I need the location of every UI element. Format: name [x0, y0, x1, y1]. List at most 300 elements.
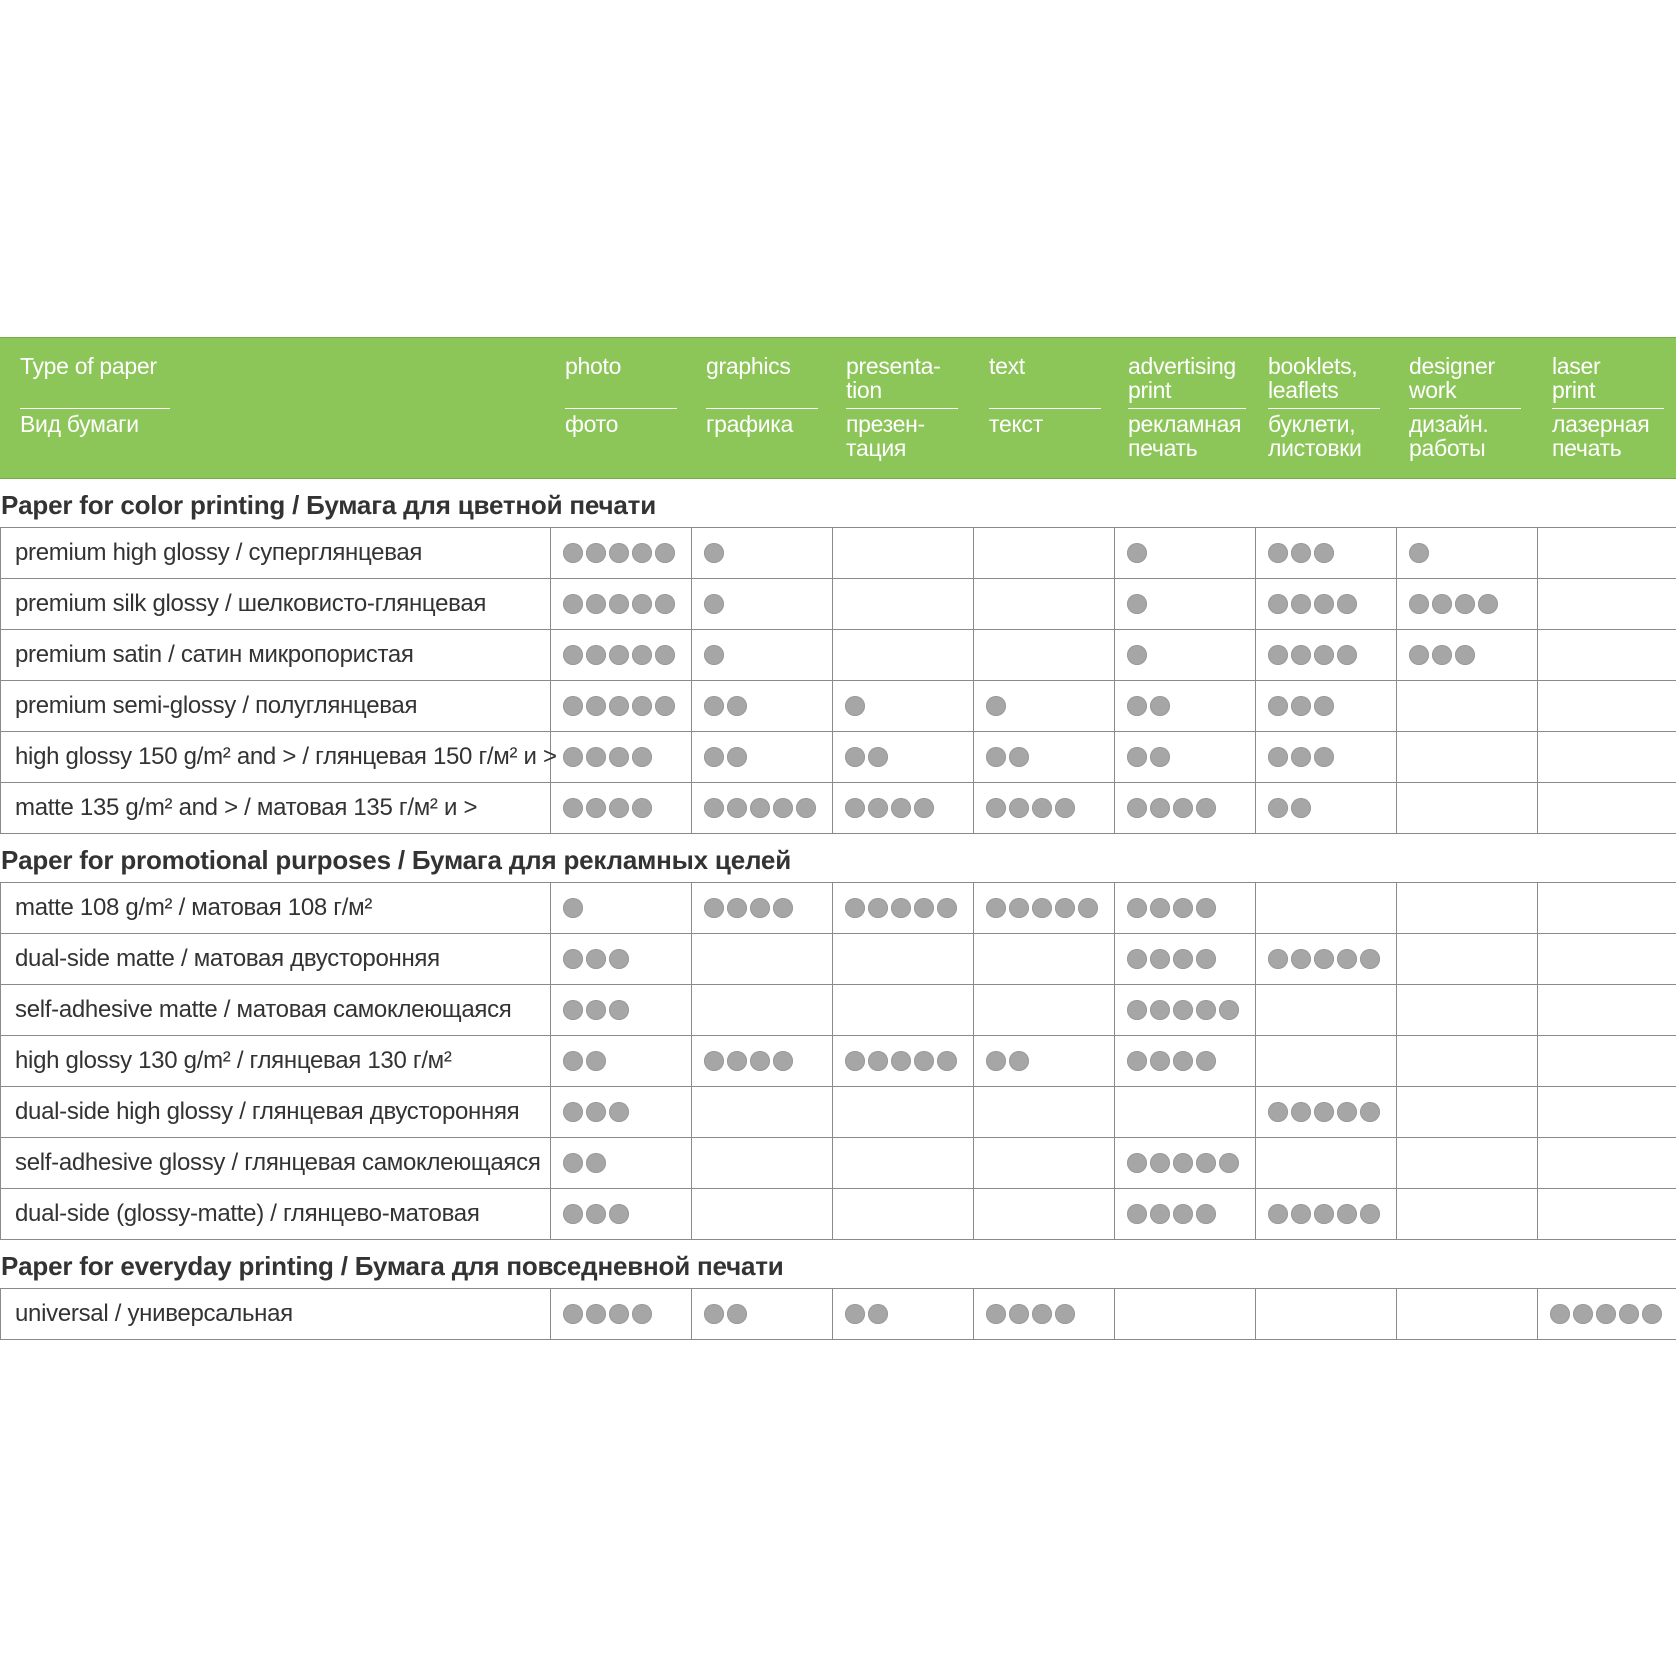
header-label-ru: фото [565, 411, 619, 437]
table-row [0, 934, 1676, 985]
rating-cell [974, 1189, 1115, 1239]
rating-dot-icon [868, 1304, 888, 1324]
rating-cell [1397, 681, 1538, 731]
rating-cell [833, 1289, 974, 1339]
rating-dot-icon [1291, 1102, 1311, 1122]
header-col-4 [989, 338, 1101, 478]
rating-dots [833, 783, 973, 833]
paper-type-name: self-adhesive glossy / глянцевая самоклеющаяся [1, 1138, 551, 1188]
header-col-8 [1552, 338, 1664, 478]
rating-cell [551, 1289, 692, 1339]
rating-dots [833, 732, 973, 782]
header-label-ru: графика [706, 411, 794, 437]
rating-dot-icon [1127, 1204, 1147, 1224]
header-label-ru: рекламная печать [1128, 411, 1242, 461]
rating-cell [833, 1036, 974, 1086]
rating-dots [974, 681, 1114, 731]
paper-type-name: matte 108 g/m² / матовая 108 г/м² [1, 883, 551, 933]
rating-dots [692, 732, 832, 782]
rating-dots [1256, 985, 1396, 1035]
header-label-ru: текст [989, 411, 1043, 437]
rating-cell [974, 934, 1115, 984]
header-label-ru: Вид бумаги [20, 411, 139, 437]
rating-dot-icon [586, 1000, 606, 1020]
rating-dot-icon [1291, 747, 1311, 767]
rating-cell [974, 1087, 1115, 1137]
rating-dot-icon [845, 1051, 865, 1071]
header-label-ru: буклети, листовки [1268, 411, 1362, 461]
rating-dots [1538, 1289, 1676, 1339]
rating-dots [833, 985, 973, 1035]
section-title: Paper for color printing / Бумага для цветной печати [1, 490, 656, 520]
rating-dots [1538, 579, 1676, 629]
rating-cell [1538, 732, 1676, 782]
rating-dot-icon [1455, 594, 1475, 614]
header-label-ru: презен- тация [846, 411, 925, 461]
rating-dot-icon [1268, 594, 1288, 614]
rating-dot-icon [1550, 1304, 1570, 1324]
rating-dots [1115, 732, 1255, 782]
rating-cell [692, 732, 833, 782]
rating-dot-icon [1127, 1000, 1147, 1020]
rating-cell [692, 528, 833, 578]
table-row [0, 681, 1676, 732]
rating-dot-icon [563, 1000, 583, 1020]
rating-dot-icon [609, 645, 629, 665]
rating-dots [1256, 528, 1396, 578]
rating-dots [692, 1087, 832, 1137]
rating-cell [974, 528, 1115, 578]
rating-dot-icon [750, 1051, 770, 1071]
rating-dot-icon [773, 898, 793, 918]
rating-dots [692, 1138, 832, 1188]
rating-dot-icon [609, 1304, 629, 1324]
rating-dots [833, 528, 973, 578]
rating-dot-icon [1150, 949, 1170, 969]
rating-cell [1256, 732, 1397, 782]
table-row [0, 883, 1676, 934]
rating-dots [974, 934, 1114, 984]
rating-cell [974, 681, 1115, 731]
rating-cell [692, 985, 833, 1035]
rating-dots [1256, 681, 1396, 731]
rating-dot-icon [704, 1304, 724, 1324]
rating-dots [1256, 783, 1396, 833]
rating-dots [1397, 934, 1537, 984]
rating-dot-icon [868, 1051, 888, 1071]
rating-dots [974, 1036, 1114, 1086]
rating-dots [974, 528, 1114, 578]
rating-dot-icon [727, 798, 747, 818]
section-rows [0, 527, 1676, 834]
rating-cell [1397, 1189, 1538, 1239]
rating-dot-icon [1291, 594, 1311, 614]
rating-dot-icon [986, 1051, 1006, 1071]
rating-cell [1538, 1036, 1676, 1086]
rating-dots [1397, 1138, 1537, 1188]
rating-dots [551, 985, 691, 1035]
rating-dots [692, 934, 832, 984]
rating-dot-icon [609, 696, 629, 716]
paper-type-name: universal / универсальная [1, 1289, 551, 1339]
rating-dot-icon [1268, 645, 1288, 665]
rating-cell [1397, 528, 1538, 578]
rating-dot-icon [1291, 798, 1311, 818]
rating-dots [974, 1087, 1114, 1137]
paper-type-name: dual-side (glossy-matte) / глянцево-матовая [1, 1189, 551, 1239]
rating-dot-icon [1196, 1051, 1216, 1071]
rating-dots [974, 883, 1114, 933]
header-divider [1409, 408, 1521, 409]
rating-dot-icon [1150, 798, 1170, 818]
rating-cell [1256, 1289, 1397, 1339]
rating-dot-icon [986, 1304, 1006, 1324]
rating-cell [1397, 783, 1538, 833]
rating-dot-icon [704, 798, 724, 818]
rating-dots [1397, 732, 1537, 782]
rating-dots [1115, 1087, 1255, 1137]
rating-cell [833, 528, 974, 578]
rating-dot-icon [655, 594, 675, 614]
rating-dot-icon [868, 798, 888, 818]
rating-dot-icon [1314, 1204, 1334, 1224]
rating-dot-icon [1219, 1000, 1239, 1020]
rating-dots [551, 1289, 691, 1339]
rating-dot-icon [845, 1304, 865, 1324]
rating-dots [1256, 883, 1396, 933]
rating-dot-icon [1173, 949, 1193, 969]
rating-dots [1397, 1087, 1537, 1137]
rating-cell [974, 1138, 1115, 1188]
rating-dots [692, 681, 832, 731]
rating-dot-icon [1173, 1153, 1193, 1173]
rating-dot-icon [1009, 747, 1029, 767]
paper-type-name: premium satin / сатин микропористая [1, 630, 551, 680]
rating-dot-icon [1337, 1102, 1357, 1122]
rating-cell [974, 1036, 1115, 1086]
paper-usage-table [0, 337, 1676, 1340]
rating-dot-icon [1127, 1153, 1147, 1173]
rating-dot-icon [586, 1153, 606, 1173]
rating-dot-icon [1268, 747, 1288, 767]
rating-dot-icon [1314, 949, 1334, 969]
rating-cell [692, 579, 833, 629]
rating-dot-icon [750, 898, 770, 918]
rating-dot-icon [1032, 898, 1052, 918]
rating-dot-icon [914, 798, 934, 818]
rating-cell [974, 783, 1115, 833]
rating-cell [833, 732, 974, 782]
rating-cell [692, 934, 833, 984]
rating-dots [692, 630, 832, 680]
rating-cell [1115, 1289, 1256, 1339]
paper-type-name: dual-side high glossy / глянцевая двусторонняя [1, 1087, 551, 1137]
rating-dots [1397, 1289, 1537, 1339]
rating-dot-icon [1314, 594, 1334, 614]
rating-dots [1397, 579, 1537, 629]
rating-cell [833, 1189, 974, 1239]
rating-dots [974, 579, 1114, 629]
rating-dot-icon [609, 543, 629, 563]
rating-cell [551, 681, 692, 731]
paper-type-name: high glossy 130 g/m² / глянцевая 130 г/м² [1, 1036, 551, 1086]
rating-dot-icon [1268, 1102, 1288, 1122]
rating-dot-icon [586, 594, 606, 614]
rating-dots [1256, 1036, 1396, 1086]
rating-cell [1397, 883, 1538, 933]
rating-dot-icon [1432, 594, 1452, 614]
rating-dot-icon [704, 747, 724, 767]
rating-dots [974, 1289, 1114, 1339]
rating-dot-icon [586, 747, 606, 767]
rating-dot-icon [1055, 1304, 1075, 1324]
header-label-en: laser print [1552, 353, 1601, 403]
table-row [0, 528, 1676, 579]
rating-dots [1115, 934, 1255, 984]
header-divider [565, 408, 677, 409]
rating-dot-icon [1173, 898, 1193, 918]
rating-dot-icon [563, 1304, 583, 1324]
rating-dot-icon [868, 747, 888, 767]
rating-dots [1115, 883, 1255, 933]
rating-dot-icon [1032, 1304, 1052, 1324]
rating-dots [551, 630, 691, 680]
rating-dots [1256, 579, 1396, 629]
rating-dot-icon [986, 898, 1006, 918]
rating-dot-icon [1127, 645, 1147, 665]
header-label-en: text [989, 353, 1025, 379]
rating-dot-icon [563, 543, 583, 563]
rating-dot-icon [1360, 1204, 1380, 1224]
rating-cell [1115, 630, 1256, 680]
rating-cell [1538, 681, 1676, 731]
rating-dots [1538, 732, 1676, 782]
rating-dot-icon [586, 949, 606, 969]
rating-dots [551, 528, 691, 578]
rating-dots [1115, 1289, 1255, 1339]
header-label-en: photo [565, 353, 622, 379]
rating-cell [551, 579, 692, 629]
paper-type-name: premium silk glossy / шелковисто-глянцевая [1, 579, 551, 629]
rating-dots [974, 1189, 1114, 1239]
rating-dot-icon [1150, 1000, 1170, 1020]
rating-dots [1397, 528, 1537, 578]
rating-cell [1256, 579, 1397, 629]
rating-dot-icon [1196, 798, 1216, 818]
rating-dots [1538, 1189, 1676, 1239]
paper-type-name: self-adhesive matte / матовая самоклеющаяся [1, 985, 551, 1035]
rating-dot-icon [1573, 1304, 1593, 1324]
table-row [0, 732, 1676, 783]
header-label-en: Type of paper [20, 353, 157, 379]
rating-dots [551, 934, 691, 984]
rating-dot-icon [727, 696, 747, 716]
rating-dot-icon [845, 798, 865, 818]
rating-dot-icon [1009, 898, 1029, 918]
rating-dots [833, 681, 973, 731]
rating-cell [692, 1036, 833, 1086]
rating-cell [1115, 783, 1256, 833]
table-row [0, 783, 1676, 834]
rating-dots [692, 528, 832, 578]
rating-dots [1538, 1138, 1676, 1188]
rating-dot-icon [937, 898, 957, 918]
header-col-2 [706, 338, 818, 478]
rating-cell [974, 579, 1115, 629]
rating-dot-icon [1173, 1051, 1193, 1071]
header-label-en: graphics [706, 353, 791, 379]
rating-dots [833, 1036, 973, 1086]
rating-dot-icon [1150, 747, 1170, 767]
rating-dot-icon [1173, 1204, 1193, 1224]
rating-dot-icon [773, 1051, 793, 1071]
rating-cell [1397, 985, 1538, 1035]
rating-dot-icon [1078, 898, 1098, 918]
paper-type-name: dual-side matte / матовая двусторонняя [1, 934, 551, 984]
rating-cell [1256, 1189, 1397, 1239]
rating-dot-icon [750, 798, 770, 818]
rating-dot-icon [727, 1051, 747, 1071]
rating-dot-icon [1314, 645, 1334, 665]
rating-dot-icon [1360, 1102, 1380, 1122]
rating-cell [1115, 1036, 1256, 1086]
rating-dot-icon [1337, 1204, 1357, 1224]
rating-dot-icon [1642, 1304, 1662, 1324]
header-divider [706, 408, 818, 409]
rating-dot-icon [1268, 798, 1288, 818]
rating-dots [974, 630, 1114, 680]
rating-dot-icon [1173, 1000, 1193, 1020]
rating-dot-icon [868, 898, 888, 918]
rating-cell [1256, 630, 1397, 680]
rating-cell [833, 630, 974, 680]
rating-dots [1115, 1036, 1255, 1086]
rating-dots [1115, 1138, 1255, 1188]
section-title: Paper for promotional purposes / Бумага для рекламных целей [1, 845, 791, 875]
rating-cell [974, 883, 1115, 933]
rating-dots [1397, 1036, 1537, 1086]
rating-dot-icon [655, 696, 675, 716]
rating-dot-icon [632, 696, 652, 716]
rating-cell [1256, 883, 1397, 933]
rating-cell [692, 1087, 833, 1137]
rating-cell [551, 883, 692, 933]
paper-type-name: premium high glossy / суперглянцевая [1, 528, 551, 578]
rating-dots [1115, 579, 1255, 629]
rating-cell [1538, 630, 1676, 680]
rating-dot-icon [586, 543, 606, 563]
rating-dot-icon [1150, 898, 1170, 918]
rating-cell [1397, 630, 1538, 680]
rating-dot-icon [1337, 594, 1357, 614]
table-row [0, 985, 1676, 1036]
rating-dot-icon [609, 1000, 629, 1020]
rating-dot-icon [655, 645, 675, 665]
rating-dots [1397, 883, 1537, 933]
rating-dots [1256, 1087, 1396, 1137]
rating-cell [1115, 1189, 1256, 1239]
rating-cell [833, 579, 974, 629]
header-label-en: advertising print [1128, 353, 1236, 403]
rating-dots [1397, 985, 1537, 1035]
rating-dot-icon [727, 747, 747, 767]
rating-cell [833, 1138, 974, 1188]
rating-dot-icon [1196, 949, 1216, 969]
rating-dot-icon [1127, 696, 1147, 716]
rating-dot-icon [1596, 1304, 1616, 1324]
header-divider [1268, 408, 1380, 409]
rating-dot-icon [1314, 747, 1334, 767]
rating-dot-icon [609, 798, 629, 818]
table-row [0, 1189, 1676, 1240]
rating-dots [1115, 630, 1255, 680]
rating-dots [692, 1189, 832, 1239]
rating-dots [833, 1289, 973, 1339]
rating-dot-icon [773, 798, 793, 818]
rating-cell [1115, 1087, 1256, 1137]
rating-dots [1115, 528, 1255, 578]
rating-cell [1256, 985, 1397, 1035]
rating-dot-icon [1127, 747, 1147, 767]
rating-dot-icon [1150, 696, 1170, 716]
rating-dots [1115, 985, 1255, 1035]
rating-dots [1397, 681, 1537, 731]
rating-dot-icon [563, 645, 583, 665]
header-col-0 [20, 338, 170, 478]
rating-dot-icon [1409, 645, 1429, 665]
rating-dot-icon [563, 898, 583, 918]
rating-dot-icon [845, 898, 865, 918]
rating-dot-icon [1196, 898, 1216, 918]
rating-dot-icon [704, 898, 724, 918]
rating-dot-icon [1291, 1204, 1311, 1224]
rating-cell [551, 783, 692, 833]
rating-cell [551, 528, 692, 578]
rating-dot-icon [563, 1204, 583, 1224]
rating-dots [692, 1289, 832, 1339]
rating-cell [974, 985, 1115, 1035]
rating-cell [833, 681, 974, 731]
rating-dot-icon [1291, 543, 1311, 563]
rating-cell [1397, 732, 1538, 782]
rating-dot-icon [586, 1204, 606, 1224]
table-row [0, 579, 1676, 630]
section-rows [0, 882, 1676, 1240]
rating-cell [692, 1138, 833, 1188]
rating-dot-icon [1268, 1204, 1288, 1224]
rating-cell [1538, 1189, 1676, 1239]
rating-cell [833, 1087, 974, 1137]
rating-dot-icon [609, 1204, 629, 1224]
rating-dot-icon [1127, 798, 1147, 818]
rating-dot-icon [1009, 1051, 1029, 1071]
rating-dot-icon [704, 696, 724, 716]
rating-dots [1397, 783, 1537, 833]
rating-dot-icon [1268, 696, 1288, 716]
rating-dot-icon [655, 543, 675, 563]
rating-dot-icon [586, 798, 606, 818]
rating-dot-icon [1173, 798, 1193, 818]
rating-dot-icon [563, 798, 583, 818]
rating-dot-icon [891, 898, 911, 918]
rating-dot-icon [1478, 594, 1498, 614]
rating-dot-icon [632, 594, 652, 614]
rating-dot-icon [563, 949, 583, 969]
rating-dots [1256, 1189, 1396, 1239]
rating-dots [833, 1189, 973, 1239]
rating-dot-icon [1219, 1153, 1239, 1173]
header-col-1 [565, 338, 677, 478]
